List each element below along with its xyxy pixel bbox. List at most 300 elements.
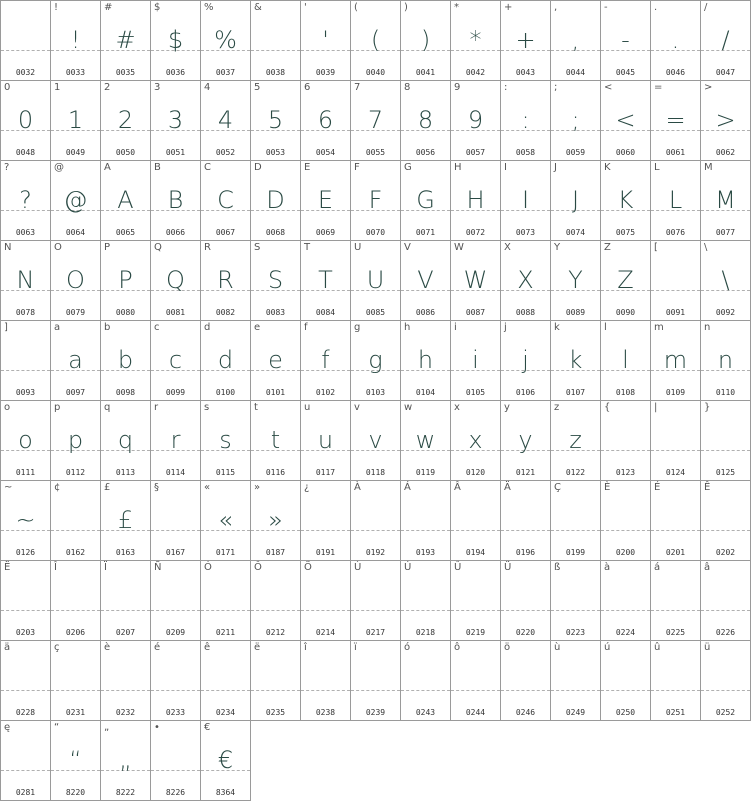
- glyph-key-label: €: [204, 722, 211, 733]
- glyph-sample: [151, 735, 200, 785]
- glyph-sample: [401, 495, 450, 545]
- glyph-code: 0057: [465, 148, 486, 157]
- glyph-code: 0202: [715, 548, 736, 557]
- glyph-cell[interactable]: [101, 1, 151, 81]
- glyph-cell[interactable]: [501, 1, 551, 81]
- glyph-code: 0074: [565, 228, 586, 237]
- glyph-cell[interactable]: [551, 241, 601, 321]
- glyph-cell[interactable]: [151, 641, 201, 721]
- glyph-key-label: B: [154, 162, 161, 173]
- glyph-key-label: F: [354, 162, 360, 173]
- glyph-cell[interactable]: [151, 481, 201, 561]
- glyph-sample: E: [317, 186, 334, 214]
- glyph-cell[interactable]: [501, 321, 551, 401]
- glyph-cell[interactable]: [351, 81, 401, 161]
- glyph-sample: <: [615, 106, 636, 134]
- glyph-cell[interactable]: [201, 641, 251, 721]
- glyph-cell[interactable]: [301, 321, 351, 401]
- glyph-cell[interactable]: [551, 1, 601, 81]
- glyph-cell[interactable]: [51, 721, 101, 801]
- glyph-code: 0110: [715, 388, 736, 397]
- glyph-sample: +: [515, 26, 536, 54]
- glyph-key-label: Î: [54, 562, 57, 573]
- glyph-cell[interactable]: [101, 481, 151, 561]
- glyph-cell[interactable]: [501, 561, 551, 641]
- glyph-sample: /: [721, 26, 730, 54]
- glyph-cell[interactable]: [601, 561, 651, 641]
- glyph-key-label: ù: [554, 642, 561, 653]
- glyph-code: 0244: [465, 708, 486, 717]
- glyph-sample: m: [663, 346, 688, 374]
- glyph-sample: $: [167, 26, 184, 54]
- glyph-cell[interactable]: [101, 561, 151, 641]
- glyph-key-label: ö: [504, 642, 511, 653]
- glyph-cell[interactable]: [451, 241, 501, 321]
- glyph-cell[interactable]: [1, 561, 51, 641]
- glyph-cell[interactable]: [451, 321, 501, 401]
- glyph-cell[interactable]: [101, 81, 151, 161]
- glyph-key-label: A: [104, 162, 111, 173]
- glyph-cell[interactable]: [1, 641, 51, 721]
- glyph-key-label: v: [354, 402, 360, 413]
- glyph-code: 0039: [315, 68, 336, 77]
- glyph-cell[interactable]: [451, 401, 501, 481]
- glyph-code: 0093: [15, 388, 36, 397]
- glyph-cell[interactable]: [601, 161, 651, 241]
- glyph-cell[interactable]: [101, 161, 151, 241]
- glyph-cell[interactable]: [401, 241, 451, 321]
- glyph-key-label: q: [104, 402, 111, 413]
- glyph-cell[interactable]: [101, 241, 151, 321]
- glyph-key-label: ê: [204, 642, 211, 653]
- glyph-code: 0116: [265, 468, 286, 477]
- glyph-sample: s: [219, 426, 232, 454]
- glyph-cell[interactable]: [51, 1, 101, 81]
- glyph-cell[interactable]: [101, 641, 151, 721]
- glyph-sample: [701, 575, 750, 625]
- glyph-key-label: %: [204, 2, 214, 13]
- glyph-key-label: h: [404, 322, 411, 333]
- glyph-code: 0067: [215, 228, 236, 237]
- glyph-cell[interactable]: [401, 161, 451, 241]
- glyph-cell[interactable]: [701, 481, 751, 561]
- glyph-cell[interactable]: [351, 481, 401, 561]
- glyph-code: 0119: [415, 468, 436, 477]
- glyph-code: 0218: [415, 628, 436, 637]
- glyph-cell[interactable]: [51, 481, 101, 561]
- glyph-sample: 3: [167, 106, 184, 134]
- glyph-cell[interactable]: [501, 241, 551, 321]
- glyph-cell[interactable]: [701, 1, 751, 81]
- glyph-cell[interactable]: [651, 641, 701, 721]
- glyph-cell[interactable]: [701, 161, 751, 241]
- glyph-cell[interactable]: [701, 561, 751, 641]
- glyph-cell[interactable]: [251, 401, 301, 481]
- glyph-cell[interactable]: [251, 1, 301, 81]
- glyph-cell[interactable]: [401, 81, 451, 161]
- glyph-cell[interactable]: [651, 241, 701, 321]
- glyph-sample: [601, 495, 650, 545]
- glyph-cell[interactable]: [51, 161, 101, 241]
- glyph-cell[interactable]: [101, 721, 151, 801]
- glyph-key-label: y: [504, 402, 510, 413]
- glyph-key-label: j: [504, 322, 507, 333]
- glyph-sample: !: [70, 26, 81, 54]
- glyph-sample: [351, 655, 400, 705]
- glyph-cell[interactable]: [1, 401, 51, 481]
- glyph-cell[interactable]: [501, 401, 551, 481]
- glyph-key-label: Â: [454, 482, 461, 493]
- glyph-cell[interactable]: [601, 401, 651, 481]
- glyph-cell[interactable]: [51, 241, 101, 321]
- glyph-sample: :: [521, 106, 530, 134]
- glyph-key-label: 0: [4, 82, 11, 93]
- glyph-code: 0171: [215, 548, 236, 557]
- glyph-key-label: É: [654, 482, 661, 493]
- glyph-cell[interactable]: [51, 401, 101, 481]
- glyph-code: 0207: [115, 628, 136, 637]
- glyph-cell[interactable]: [351, 321, 401, 401]
- glyph-cell[interactable]: [201, 81, 251, 161]
- glyph-sample: j: [522, 346, 529, 374]
- glyph-cell[interactable]: [601, 1, 651, 81]
- glyph-sample: [451, 495, 500, 545]
- glyph-cell[interactable]: [151, 321, 201, 401]
- glyph-cell[interactable]: [301, 641, 351, 721]
- glyph-cell[interactable]: [1, 81, 51, 161]
- glyph-cell[interactable]: [151, 1, 201, 81]
- glyph-cell[interactable]: [251, 641, 301, 721]
- glyph-cell[interactable]: [451, 641, 501, 721]
- glyph-cell[interactable]: [51, 641, 101, 721]
- glyph-sample: [451, 655, 500, 705]
- glyph-sample: »: [268, 506, 283, 534]
- glyph-code: 0194: [465, 548, 486, 557]
- glyph-sample: r: [170, 426, 181, 454]
- glyph-cell[interactable]: [151, 401, 201, 481]
- glyph-sample: [51, 575, 100, 625]
- glyph-key-label: 1: [54, 82, 61, 93]
- glyph-cell[interactable]: [651, 321, 701, 401]
- glyph-code: 0193: [415, 548, 436, 557]
- glyph-sample: [151, 495, 200, 545]
- glyph-cell[interactable]: [401, 1, 451, 81]
- glyph-cell[interactable]: [451, 561, 501, 641]
- glyph-cell[interactable]: [251, 481, 301, 561]
- glyph-cell[interactable]: [351, 561, 401, 641]
- glyph-sample: V: [417, 266, 434, 294]
- glyph-code: 0121: [515, 468, 536, 477]
- glyph-key-label: ô: [454, 642, 461, 653]
- glyph-cell[interactable]: [151, 161, 201, 241]
- glyph-sample: v: [368, 426, 383, 454]
- glyph-cell[interactable]: [201, 401, 251, 481]
- glyph-key-label: w: [404, 402, 413, 413]
- glyph-code: 0066: [165, 228, 186, 237]
- glyph-key-label: {: [604, 402, 611, 413]
- glyph-code: 0206: [65, 628, 86, 637]
- glyph-key-label: 5: [254, 82, 261, 93]
- glyph-sample: [1, 575, 50, 625]
- glyph-cell[interactable]: [651, 401, 701, 481]
- glyph-cell[interactable]: [501, 641, 551, 721]
- glyph-cell[interactable]: [301, 241, 351, 321]
- glyph-code: 0038: [265, 68, 286, 77]
- glyph-cell[interactable]: [151, 241, 201, 321]
- glyph-cell[interactable]: [301, 1, 351, 81]
- glyph-sample: -: [621, 26, 630, 54]
- glyph-cell[interactable]: [301, 561, 351, 641]
- glyph-cell[interactable]: [701, 401, 751, 481]
- glyph-cell[interactable]: [501, 81, 551, 161]
- glyph-sample: [101, 575, 150, 625]
- glyph-key-label: ï: [354, 642, 357, 653]
- glyph-cell[interactable]: [1, 1, 51, 81]
- glyph-cell[interactable]: [451, 161, 501, 241]
- glyph-cell[interactable]: [501, 481, 551, 561]
- glyph-sample: 4: [217, 106, 234, 134]
- glyph-code: 0080: [115, 308, 136, 317]
- glyph-sample: 8: [417, 106, 434, 134]
- glyph-cell[interactable]: [551, 321, 601, 401]
- glyph-code: 0100: [215, 388, 236, 397]
- glyph-cell[interactable]: [201, 721, 251, 801]
- glyph-key-label: Ñ: [154, 562, 162, 573]
- glyph-cell[interactable]: [151, 81, 201, 161]
- glyph-sample: d: [217, 346, 234, 374]
- glyph-sample: N: [16, 266, 35, 294]
- glyph-cell[interactable]: [151, 721, 201, 801]
- glyph-key-label: f: [304, 322, 308, 333]
- glyph-code: 0220: [515, 628, 536, 637]
- glyph-cell[interactable]: [301, 481, 351, 561]
- glyph-cell[interactable]: [151, 561, 201, 641]
- glyph-cell[interactable]: [401, 401, 451, 481]
- glyph-cell[interactable]: [101, 401, 151, 481]
- glyph-code: 0046: [665, 68, 686, 77]
- glyph-cell[interactable]: [601, 321, 651, 401]
- glyph-sample: [151, 655, 200, 705]
- glyph-code: 0105: [465, 388, 486, 397]
- glyph-sample: [501, 575, 550, 625]
- glyph-code: 0249: [565, 708, 586, 717]
- glyph-sample: [251, 15, 300, 65]
- glyph-cell[interactable]: [251, 321, 301, 401]
- glyph-cell[interactable]: [201, 481, 251, 561]
- glyph-code: 0050: [115, 148, 136, 157]
- glyph-sample: [701, 495, 750, 545]
- glyph-sample: \: [721, 266, 730, 294]
- glyph-key-label: È: [604, 482, 611, 493]
- glyph-code: 0036: [165, 68, 186, 77]
- glyph-cell[interactable]: [1, 321, 51, 401]
- glyph-key-label: Ü: [504, 562, 512, 573]
- glyph-key-label: C: [204, 162, 211, 173]
- glyph-cell[interactable]: [1, 241, 51, 321]
- glyph-code: 0076: [665, 228, 686, 237]
- glyph-sample: 6: [317, 106, 334, 134]
- glyph-cell[interactable]: [701, 641, 751, 721]
- glyph-cell[interactable]: [301, 161, 351, 241]
- glyph-cell[interactable]: [701, 81, 751, 161]
- glyph-cell[interactable]: [601, 241, 651, 321]
- glyph-cell[interactable]: [201, 161, 251, 241]
- glyph-code: 8364: [215, 788, 236, 797]
- glyph-code: 0103: [365, 388, 386, 397]
- glyph-key-label: a: [54, 322, 61, 333]
- glyph-cell[interactable]: [551, 161, 601, 241]
- glyph-key-label: x: [454, 402, 460, 413]
- glyph-cell[interactable]: [351, 401, 401, 481]
- glyph-key-label: +: [504, 2, 513, 13]
- glyph-cell[interactable]: [351, 1, 401, 81]
- glyph-key-label: |: [654, 402, 658, 413]
- glyph-cell[interactable]: [351, 641, 401, 721]
- glyph-code: 0187: [265, 548, 286, 557]
- glyph-code: 0054: [315, 148, 336, 157]
- glyph-key-label: T: [304, 242, 311, 253]
- glyph-code: 0081: [165, 308, 186, 317]
- glyph-cell[interactable]: [301, 401, 351, 481]
- glyph-sample: [451, 575, 500, 625]
- glyph-code: 0125: [715, 468, 736, 477]
- glyph-code: 0102: [315, 388, 336, 397]
- glyph-cell[interactable]: [701, 321, 751, 401]
- glyph-code: 0112: [65, 468, 86, 477]
- glyph-key-label: r: [154, 402, 159, 413]
- glyph-code: 0224: [615, 628, 636, 637]
- glyph-cell[interactable]: [51, 561, 101, 641]
- glyph-cell[interactable]: [201, 561, 251, 641]
- glyph-code: 0124: [665, 468, 686, 477]
- glyph-sample: [651, 655, 700, 705]
- glyph-sample: L: [668, 186, 683, 214]
- glyph-cell[interactable]: [401, 561, 451, 641]
- glyph-code: 0091: [665, 308, 686, 317]
- glyph-cell[interactable]: [651, 81, 701, 161]
- glyph-key-label: b: [104, 322, 111, 333]
- glyph-cell[interactable]: [251, 81, 301, 161]
- glyph-cell[interactable]: [551, 401, 601, 481]
- glyph-cell[interactable]: [701, 241, 751, 321]
- glyph-cell[interactable]: [1, 481, 51, 561]
- glyph-code: 0032: [15, 68, 36, 77]
- glyph-cell[interactable]: [551, 81, 601, 161]
- glyph-key-label: n: [704, 322, 711, 333]
- glyph-sample: ~: [15, 506, 36, 534]
- glyph-sample: p: [67, 426, 84, 454]
- glyph-key-label: ;: [554, 82, 558, 93]
- glyph-cell[interactable]: [401, 321, 451, 401]
- glyph-cell[interactable]: [351, 241, 401, 321]
- glyph-code: 0191: [315, 548, 336, 557]
- glyph-key-label: Q: [154, 242, 162, 253]
- glyph-sample: [201, 575, 250, 625]
- glyph-sample: [1, 335, 50, 385]
- glyph-code: 0042: [465, 68, 486, 77]
- glyph-cell[interactable]: [501, 161, 551, 241]
- glyph-sample: D: [266, 186, 285, 214]
- glyph-cell[interactable]: [651, 561, 701, 641]
- glyph-code: 0082: [215, 308, 236, 317]
- glyph-cell[interactable]: [601, 81, 651, 161]
- glyph-cell[interactable]: [201, 1, 251, 81]
- glyph-code: 0192: [365, 548, 386, 557]
- glyph-sample: [651, 415, 700, 465]
- glyph-key-label: Ê: [704, 482, 711, 493]
- glyph-cell[interactable]: [651, 161, 701, 241]
- glyph-key-label: ü: [704, 642, 711, 653]
- glyph-cell[interactable]: [101, 321, 151, 401]
- glyph-cell[interactable]: [251, 241, 301, 321]
- glyph-key-label: Ä: [504, 482, 511, 493]
- glyph-sample: “: [69, 746, 82, 774]
- glyph-cell[interactable]: [451, 81, 501, 161]
- glyph-sample: C: [217, 186, 234, 214]
- glyph-cell[interactable]: [51, 321, 101, 401]
- glyph-cell[interactable]: [251, 561, 301, 641]
- glyph-code: 0199: [565, 548, 586, 557]
- glyph-sample: 5: [267, 106, 284, 134]
- glyph-cell[interactable]: [1, 161, 51, 241]
- glyph-key-label: -: [604, 2, 608, 13]
- glyph-key-label: s: [204, 402, 210, 413]
- glyph-cell[interactable]: [401, 481, 451, 561]
- glyph-key-label: i: [454, 322, 457, 333]
- glyph-sample: [401, 575, 450, 625]
- glyph-sample: 7: [367, 106, 384, 134]
- glyph-code: 0060: [615, 148, 636, 157]
- glyph-code: 0196: [515, 548, 536, 557]
- glyph-key-label: Ú: [404, 562, 412, 573]
- glyph-code: 0098: [115, 388, 136, 397]
- glyph-sample: 0: [17, 106, 34, 134]
- glyph-cell[interactable]: [401, 641, 451, 721]
- glyph-cell[interactable]: [551, 481, 601, 561]
- glyph-cell[interactable]: [201, 241, 251, 321]
- glyph-key-label: À: [354, 482, 361, 493]
- glyph-key-label: Ù: [354, 562, 362, 573]
- glyph-cell[interactable]: [301, 81, 351, 161]
- glyph-cell[interactable]: [651, 481, 701, 561]
- glyph-sample: T: [318, 266, 333, 294]
- glyph-code: 0048: [15, 148, 36, 157]
- glyph-cell[interactable]: [51, 81, 101, 161]
- glyph-key-label: ~: [4, 482, 13, 493]
- glyph-sample: ;: [571, 106, 580, 134]
- glyph-cell[interactable]: [351, 161, 401, 241]
- glyph-cell[interactable]: [201, 321, 251, 401]
- glyph-code: 0251: [665, 708, 686, 717]
- glyph-code: 0232: [115, 708, 136, 717]
- glyph-cell[interactable]: [601, 481, 651, 561]
- glyph-key-label: ë: [254, 642, 261, 653]
- glyph-cell[interactable]: [451, 1, 501, 81]
- glyph-code: 0223: [565, 628, 586, 637]
- glyph-key-label: Ë: [4, 562, 11, 573]
- glyph-cell[interactable]: [551, 561, 601, 641]
- glyph-cell[interactable]: [651, 1, 701, 81]
- glyph-cell[interactable]: [551, 641, 601, 721]
- glyph-cell[interactable]: [1, 721, 51, 801]
- glyph-sample: t: [270, 426, 281, 454]
- glyph-key-label: N: [4, 242, 12, 253]
- glyph-key-label: =: [654, 82, 663, 93]
- glyph-sample: [301, 575, 350, 625]
- glyph-cell[interactable]: [251, 161, 301, 241]
- glyph-cell[interactable]: [451, 481, 501, 561]
- glyph-cell[interactable]: [601, 641, 651, 721]
